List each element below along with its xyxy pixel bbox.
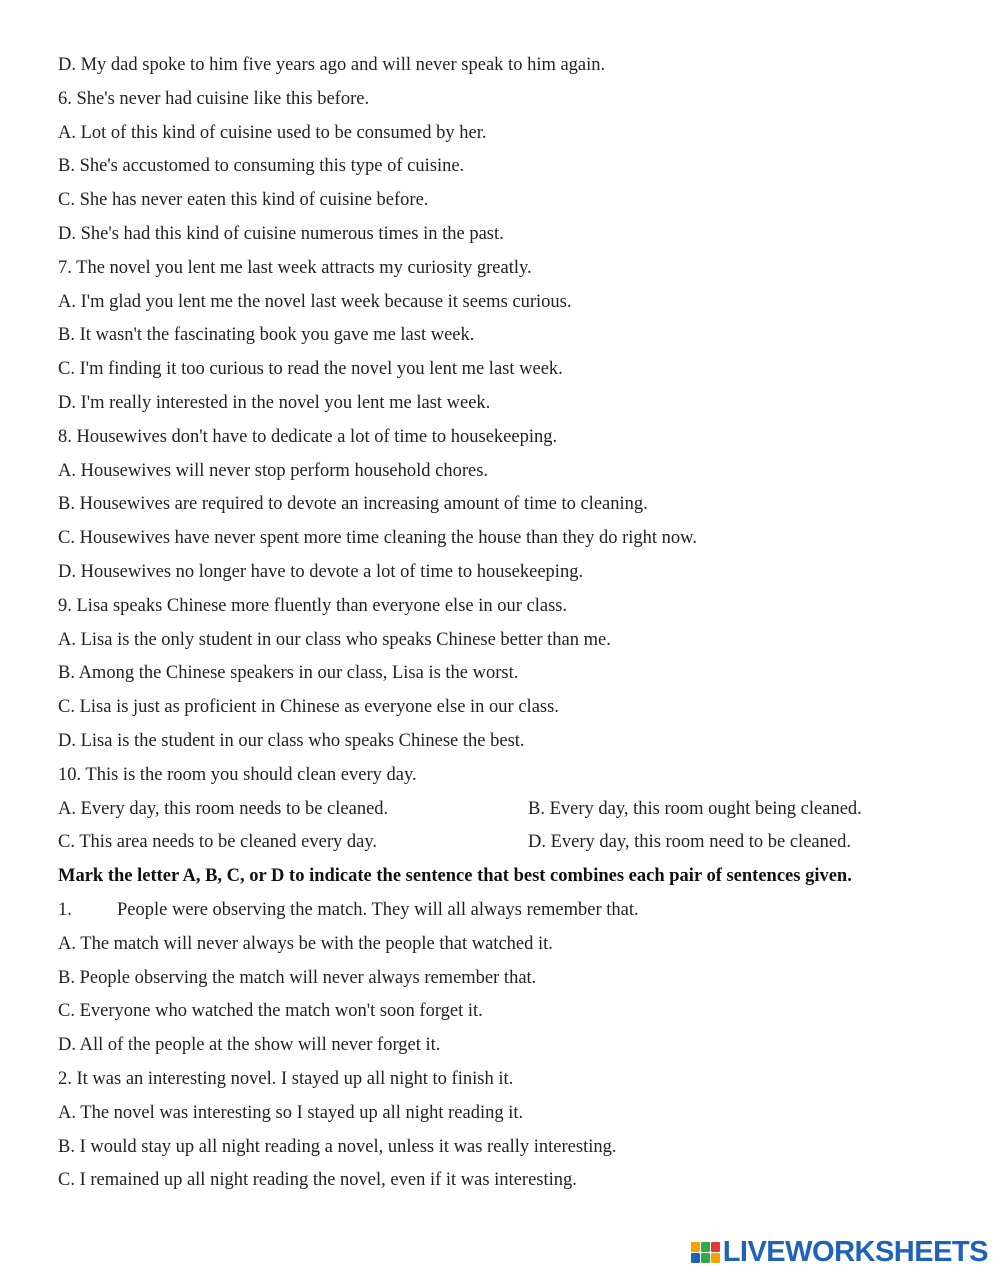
logo-square (701, 1242, 710, 1252)
option-line: B. She's accustomed to consuming this type of cuisine. (58, 156, 465, 177)
option-line: A. Lisa is the only student in our class who speaks Chinese better than me. (58, 629, 611, 650)
q10-option-d: D. Every day, this room need to be cleaned. (528, 832, 851, 853)
liveworksheets-logo-icon (691, 1242, 720, 1263)
logo-square (691, 1242, 700, 1252)
option-line: C. Lisa is just as proficient in Chinese as everyone else in our class. (58, 697, 559, 718)
option-line: C. Housewives have never spent more time cleaning the house than they do right now. (58, 528, 697, 549)
logo-square (711, 1253, 720, 1263)
q10-option-c: C. This area needs to be cleaned every day. (58, 832, 377, 853)
question-9: 9. Lisa speaks Chinese more fluently than everyone else in our class. (58, 595, 568, 616)
question-10: 10. This is the room you should clean every day. (58, 764, 417, 785)
logo-square (691, 1253, 700, 1263)
option-line: A. The match will never always be with the people that watched it. (58, 933, 553, 954)
q10-option-a: A. Every day, this room needs to be cleaned. (58, 798, 389, 819)
option-line: B. I would stay up all night reading a novel, unless it was really interesting. (58, 1136, 617, 1157)
option-line: C. She has never eaten this kind of cuisine before. (58, 190, 429, 211)
option-line: D. Housewives no longer have to devote a lot of time to housekeeping. (58, 561, 584, 582)
option-line: C. I remained up all night reading the novel, even if it was interesting. (58, 1170, 577, 1191)
option-line: A. Housewives will never stop perform household chores. (58, 460, 489, 481)
option-line: B. Housewives are required to devote an increasing amount of time to cleaning. (58, 494, 648, 515)
option-line: C. Everyone who watched the match won't soon forget it. (58, 1001, 483, 1022)
option-line: D. All of the people at the show will never forget it. (58, 1035, 441, 1056)
question-6: 6. She's never had cuisine like this before. (58, 88, 370, 109)
q10-option-b: B. Every day, this room ought being cleaned. (528, 798, 862, 819)
option-line: D. I'm really interested in the novel you lent me last week. (58, 392, 491, 413)
text-line: D. My dad spoke to him five years ago and will never speak to him again. (58, 55, 606, 75)
logo-square (701, 1253, 710, 1263)
option-line: A. Lot of this kind of cuisine used to be consumed by her. (58, 122, 487, 143)
combine-question-1-text: People were observing the match. They will all always remember that. (117, 899, 639, 920)
combine-question-1 (58, 895, 958, 929)
question-8: 8. Housewives don't have to dedicate a lot of time to housekeeping. (58, 426, 558, 447)
section-instruction: Mark the letter A, B, C, or D to indicate the sentence that best combines each pair of sentences given. (58, 866, 852, 887)
combine-question-1-number: 1. (58, 899, 72, 920)
option-line: D. Lisa is the student in our class who speaks Chinese the best. (58, 730, 525, 751)
combine-question-2: 2. It was an interesting novel. I stayed up all night to finish it. (58, 1068, 514, 1089)
option-line: C. I'm finding it too curious to read the novel you lent me last week. (58, 359, 563, 380)
option-line: A. The novel was interesting so I stayed up all night reading it. (58, 1102, 524, 1123)
option-line: A. I'm glad you lent me the novel last week because it seems curious. (58, 291, 572, 312)
q10-options-row-2 (58, 827, 958, 861)
worksheet-page (58, 50, 958, 1199)
logo-square (711, 1242, 720, 1252)
option-line: B. It wasn't the fascinating book you gave me last week. (58, 325, 475, 346)
liveworksheets-logo-text: LIVEWORKSHEETS (722, 1235, 988, 1268)
option-line: B. People observing the match will never always remember that. (58, 967, 537, 988)
liveworksheets-logo (691, 1237, 988, 1267)
option-line: B. Among the Chinese speakers in our class, Lisa is the worst. (58, 663, 519, 684)
q10-options-row-1 (58, 794, 958, 828)
question-7: 7. The novel you lent me last week attracts my curiosity greatly. (58, 257, 532, 278)
option-line: D. She's had this kind of cuisine numerous times in the past. (58, 223, 504, 244)
